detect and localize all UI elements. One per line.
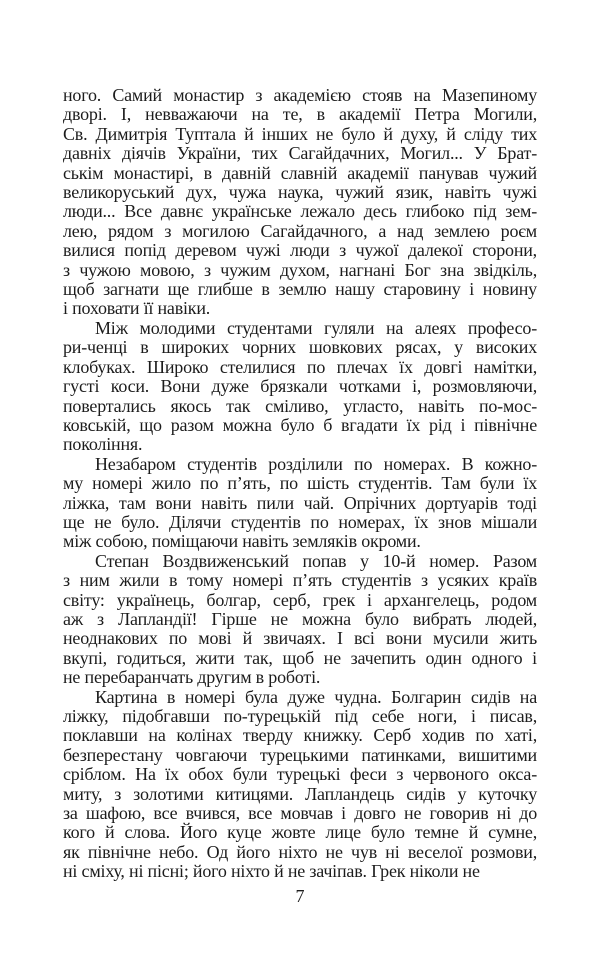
text-line: ліжка, там вони навіть пили чай. Опрічних дортуарів тоді	[63, 492, 537, 513]
page-number: 7	[295, 886, 305, 906]
text-line: і поховати її навіки.	[63, 298, 211, 319]
text-line: за шафою, все вчився, все мовчав і довго не говорив ні до	[63, 803, 537, 824]
text-line: кого й слова. Його куце жовте лице було темне й сумне,	[63, 822, 537, 843]
text-line: з ним жили в тому номері п’ять студентів з усяких країв	[63, 570, 537, 591]
text-line: ковській, що разом можна було б вгадати їх рід і північне	[63, 414, 537, 435]
text-line: покоління.	[63, 434, 143, 455]
text-line: між собою, поміщаючи навіть земляків окроми.	[63, 531, 421, 552]
text-line: поклавши на колінах тверду книжку. Серб ходив по хаті,	[63, 725, 537, 746]
text-line: ще не було. Ділячи студентів по номерах, їх знов мішали	[63, 511, 537, 532]
text-line: Картина в номері була дуже чудна. Болгарин сидів на	[95, 686, 537, 707]
text-line: дворі. І, невважаючи на те, в академії Петра Могили,	[63, 104, 537, 125]
text-line: щоб загнати ще глибше в землю нашу старовину і новину	[63, 279, 537, 300]
text-line: люди... Все давнє українське лежало десь глибоко під зем-	[63, 201, 537, 222]
text-line: густі коси. Вони дуже брязкали чотками і, розмовляючи,	[63, 376, 537, 397]
text-line: му номері жило по п’ять, по шість студентів. Там були їх	[63, 473, 537, 494]
text-line: ні сміху, ні пісні; його ніхто й не зачіпав. Грек ніколи не	[63, 861, 480, 882]
text-line: повертались якось так сміливо, угласто, навіть по-мос-	[63, 395, 537, 416]
text-line: Між молодими студентами гуляли на алеях професо-	[95, 317, 537, 338]
text-line: Незабаром студентів розділили по номерах. В кожно-	[95, 453, 537, 474]
text-line: ри-ченці в широких чорних шовкових рясах, у високих	[63, 337, 537, 358]
text-line: вилися попід деревом чужі люди з чужої далекої сторони,	[63, 240, 537, 261]
text-line: безперестану човгаючи турецькими патинками, вишитими	[63, 744, 537, 765]
text-line: Степан Воздвиженський попав у 10-й номер. Разом	[95, 550, 537, 571]
text-line: клобуках. Широко стелилися по плечах їх довгі намітки,	[63, 356, 537, 377]
text-line: вкупі, годиться, жити так, щоб не зачепить один одного і	[63, 647, 537, 668]
text-line: давніх діячів України, тих Сагайдачних, Могил... У Брат-	[63, 143, 537, 164]
text-line: ськім монастирі, в давній славній академії панував чужий	[63, 162, 537, 183]
text-line: Св. Димитрія Туптала й інших не було й духу, й сліду тих	[63, 123, 537, 144]
text-line: миту, з золотими китицями. Лапландець сидів у куточку	[63, 783, 537, 804]
text-line: світу: українець, болгар, серб, грек і архангелець, родом	[63, 589, 537, 610]
text-line: сріблом. На їх обох були турецькі феси з червоного окса-	[63, 764, 537, 785]
text-line: лею, рядом з могилою Сагайдачного, а над землею роєм	[63, 220, 537, 241]
text-line: ного. Самий монастир з академією стояв на Мазепиному	[63, 85, 537, 105]
text-line: аж з Лапландії! Гірше не можна було вибрать людей,	[63, 608, 537, 629]
text-line: з чужою мовою, з чужим духом, нагнані Бог зна звідкіль,	[63, 259, 537, 280]
text-line: як північне небо. Од його ніхто не чув ні веселої розмови,	[63, 841, 537, 862]
text-line: ліжку, підобгавши по-турецькій під себе ноги, і писав,	[63, 706, 537, 726]
text-line: не перебаранчать другим в роботі.	[63, 667, 321, 688]
page-text	[63, 86, 537, 882]
text-line: неоднакових по мові й звичаях. І всі вони мусили жить	[63, 628, 537, 649]
text-line: великоруський дух, чужа наука, чужий язик, навіть чужі	[63, 182, 537, 203]
